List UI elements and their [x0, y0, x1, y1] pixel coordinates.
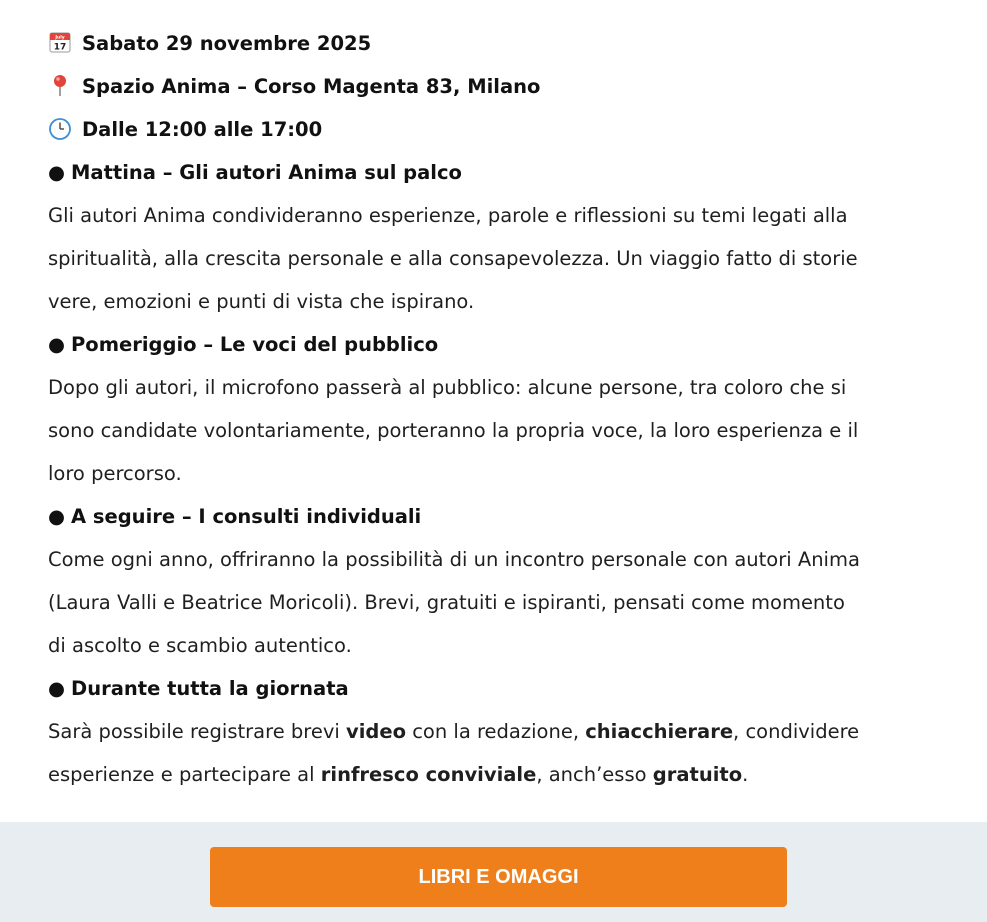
paragraph-line	[48, 710, 948, 753]
section-title: Mattina – Gli autori Anima sul palco	[71, 161, 462, 184]
paragraph-line: di ascolto e scambio autentico.	[48, 634, 352, 657]
bullet: ●	[48, 505, 66, 528]
section-title: Pomeriggio – Le voci del pubblico	[71, 333, 439, 356]
section-title: A seguire – I consulti individuali	[71, 505, 422, 528]
calendar-icon-month: July	[55, 35, 65, 41]
paragraph-line: spiritualità, alla crescita personale e alla consapevolezza. Un viaggio fatto di storie	[48, 247, 858, 270]
pin-icon	[48, 69, 72, 93]
section-heading-mattina	[48, 151, 948, 194]
event-date-text: Sabato 29 novembre 2025	[82, 32, 372, 55]
section-title: Durante tutta la giornata	[71, 677, 349, 700]
event-date	[48, 22, 948, 65]
section-heading-durante	[48, 667, 948, 710]
paragraph-line: Come ogni anno, offriranno la possibilità di un incontro personale con autori Anima	[48, 548, 860, 571]
bullet: ●	[48, 333, 66, 356]
text-run: .	[742, 763, 749, 786]
text-run: con la redazione,	[406, 720, 586, 743]
emphasis-rinfresco: rinfresco conviviale	[320, 763, 537, 786]
calendar-icon	[48, 26, 72, 53]
paragraph-line: Gli autori Anima condivideranno esperienze, parole e riflessioni su temi legati alla	[48, 204, 848, 227]
text-run: Sarà possibile registrare brevi	[48, 720, 347, 743]
section-heading-pomeriggio	[48, 323, 948, 366]
text-run: esperienze e partecipare al	[48, 763, 321, 786]
paragraph-line	[48, 753, 948, 796]
footer-bar	[0, 822, 987, 922]
event-location-text: Spazio Anima – Corso Magenta 83, Milano	[82, 75, 541, 98]
calendar-icon-day: 17	[53, 42, 67, 53]
event-details	[48, 22, 948, 796]
paragraph-line: (Laura Valli e Beatrice Moricoli). Brevi, gratuiti e ispiranti, pensati come momento	[48, 591, 845, 614]
libri-e-omaggi-button[interactable]: LIBRI E OMAGGI	[210, 847, 787, 907]
event-location	[48, 65, 948, 108]
paragraph-line: vere, emozioni e punti di vista che ispirano.	[48, 290, 475, 313]
emphasis-video: video	[346, 720, 406, 743]
emphasis-gratuito: gratuito	[652, 763, 743, 786]
emphasis-chiacchierare: chiacchierare	[585, 720, 734, 743]
text-run: , condividere	[733, 720, 860, 743]
event-time-text: Dalle 12:00 alle 17:00	[82, 118, 323, 141]
section-heading-a-seguire	[48, 495, 948, 538]
paragraph-line: sono candidate volontariamente, porteranno la propria voce, la loro esperienza e il	[48, 419, 859, 442]
text-run: , anch’esso	[536, 763, 653, 786]
paragraph-line: loro percorso.	[48, 462, 182, 485]
paragraph-line: Dopo gli autori, il microfono passerà al pubblico: alcune persone, tra coloro che si	[48, 376, 847, 399]
event-time	[48, 108, 948, 151]
bullet: ●	[48, 677, 66, 700]
clock-icon	[48, 112, 72, 136]
bullet: ●	[48, 161, 66, 184]
